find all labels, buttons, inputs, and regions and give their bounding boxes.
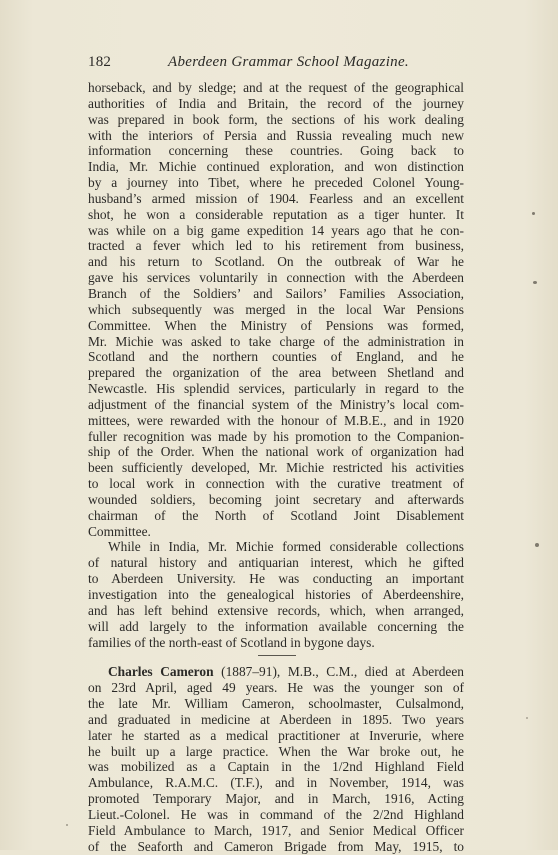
obituary-first-line: (1887–91), M.B., C.M., died at Aberdeen (213, 664, 464, 680)
running-title: Aberdeen Grammar School Magazine. (168, 54, 409, 70)
paragraph-line: which subsequently was merged in the local War Pensions (88, 301, 464, 317)
paragraph-line: mittees, were rewarded with the honour of M.B.E., and in 1920 (88, 412, 464, 428)
paper-speck (532, 212, 535, 215)
paper-speck (535, 543, 539, 547)
paragraph-line: investigation into the genealogical histories of Aberdeenshire, (88, 587, 464, 602)
paragraph-line: with the interiors of Persia and Russia revealing much new (88, 127, 464, 143)
paragraph-line: fuller recognition was made by his promotion to the Companion- (88, 428, 464, 444)
paragraph-line: Newcastle. His splendid services, particularly in regard to the (88, 381, 464, 397)
paragraph-line: tracted a fever which led to his retirement from business, (88, 238, 464, 254)
paragraph-line: Branch of the Soldiers’ and Sailors’ Families Association, (88, 285, 464, 301)
paragraph-line: was prepared in book form, the sections of his work dealing (88, 111, 464, 127)
paragraph-line: will add largely to the information available concerning the (88, 618, 464, 634)
paper-speck (66, 824, 68, 826)
paragraph-line: Scotland and the northern counties of England, and he (88, 349, 464, 365)
paragraph-line: adjustment of the financial system of the Ministry’s local com- (88, 396, 464, 412)
paragraph-line: by a journey into Tibet, where he preceded Colonel Young- (88, 175, 464, 191)
paragraph-michie-career (88, 80, 464, 539)
paragraph-line: Committee. (88, 523, 151, 539)
page-number: 182 (88, 54, 112, 70)
paper-speck (526, 717, 528, 719)
paragraph-line: horseback, and by sledge; and at the request of the geographical (88, 80, 464, 95)
paragraph-line: ship of the Order. When the national work of organization had (88, 444, 464, 460)
paragraph-line: husband’s armed mission of 1904. Fearless and an excellent (88, 190, 464, 206)
paragraph-line: prepared the organization of the area between Shetland and (88, 365, 464, 381)
paragraph-line: promoted Temporary Major, and in March, 1916, Acting (88, 791, 464, 807)
paragraph-line: and graduated in medicine at Aberdeen in 1895. Two years (88, 711, 464, 727)
paragraph-line: While in India, Mr. Michie formed considerable collections (108, 539, 464, 555)
paragraph-line: India, Mr. Michie continued exploration, and won distinction (88, 159, 464, 175)
page-header (88, 54, 468, 74)
paragraph-line: of the Seaforth and Cameron Brigade from May, 1915, to (88, 838, 464, 854)
paragraph-line: to Aberdeen University. He was conducting an important (88, 571, 464, 587)
obituary-name: Charles Cameron (108, 664, 214, 680)
section-divider (88, 650, 464, 664)
paragraph-line: Lieut.-Colonel. He was in command of the 2/2nd Highland (88, 806, 464, 822)
paragraph-line: information concerning these countries. Going back to (88, 143, 464, 159)
paper-speck (533, 281, 537, 284)
paragraph-line: and has left behind extensive records, which, when arranged, (88, 602, 464, 618)
paragraph-line: families of the north-east of Scotland in bygone days. (88, 634, 375, 650)
paragraph-line: he built up a large practice. When the War broke out, he (88, 743, 464, 759)
paragraph-line: authorities of India and Britain, the record of the journey (88, 95, 464, 111)
paragraph-line: and his return to Scotland. On the outbreak of War he (88, 254, 464, 270)
paragraph-line (88, 664, 464, 680)
paragraph-michie-collections (88, 539, 464, 650)
paragraph-line: later he started as a medical practitioner at Inverurie, where (88, 727, 464, 743)
paragraph-line: on 23rd April, aged 49 years. He was the younger son of (88, 680, 464, 696)
paragraph-line: Ambulance, R.A.M.C. (T.F.), and in November, 1914, was (88, 775, 464, 791)
paragraph-line: to local work in connection with the curative treatment of (88, 476, 464, 492)
paragraph-line: was while on a big game expedition 14 years ago that he con- (88, 222, 464, 238)
divider-rule (258, 655, 296, 656)
paragraph-line: Field Ambulance to March, 1917, and Senior Medical Officer (88, 822, 464, 838)
paragraph-line: been sufficiently developed, Mr. Michie restricted his activities (88, 460, 464, 476)
paragraph-line: wounded soldiers, becoming joint secretary and afterwards (88, 491, 464, 507)
paragraph-line: of natural history and antiquarian interest, which he gifted (88, 555, 464, 571)
paragraph-line: Committee. When the Ministry of Pensions was formed, (88, 317, 464, 333)
paragraph-line: was mobilized as a Captain in the 1/2nd Highland Field (88, 759, 464, 775)
paragraph-line: gave his services voluntarily in connection with the Aberdeen (88, 270, 464, 286)
paragraph-line: the late Mr. William Cameron, schoolmaster, Culsalmond, (88, 696, 464, 712)
article-text (88, 80, 464, 855)
paragraph-line: Mr. Michie was asked to take charge of the administration in (88, 333, 464, 349)
paragraph-charles-cameron (88, 664, 464, 854)
paragraph-line: shot, he won a considerable reputation as a tiger hunter. It (88, 206, 464, 222)
paragraph-line: chairman of the North of Scotland Joint Disablement (88, 507, 464, 523)
